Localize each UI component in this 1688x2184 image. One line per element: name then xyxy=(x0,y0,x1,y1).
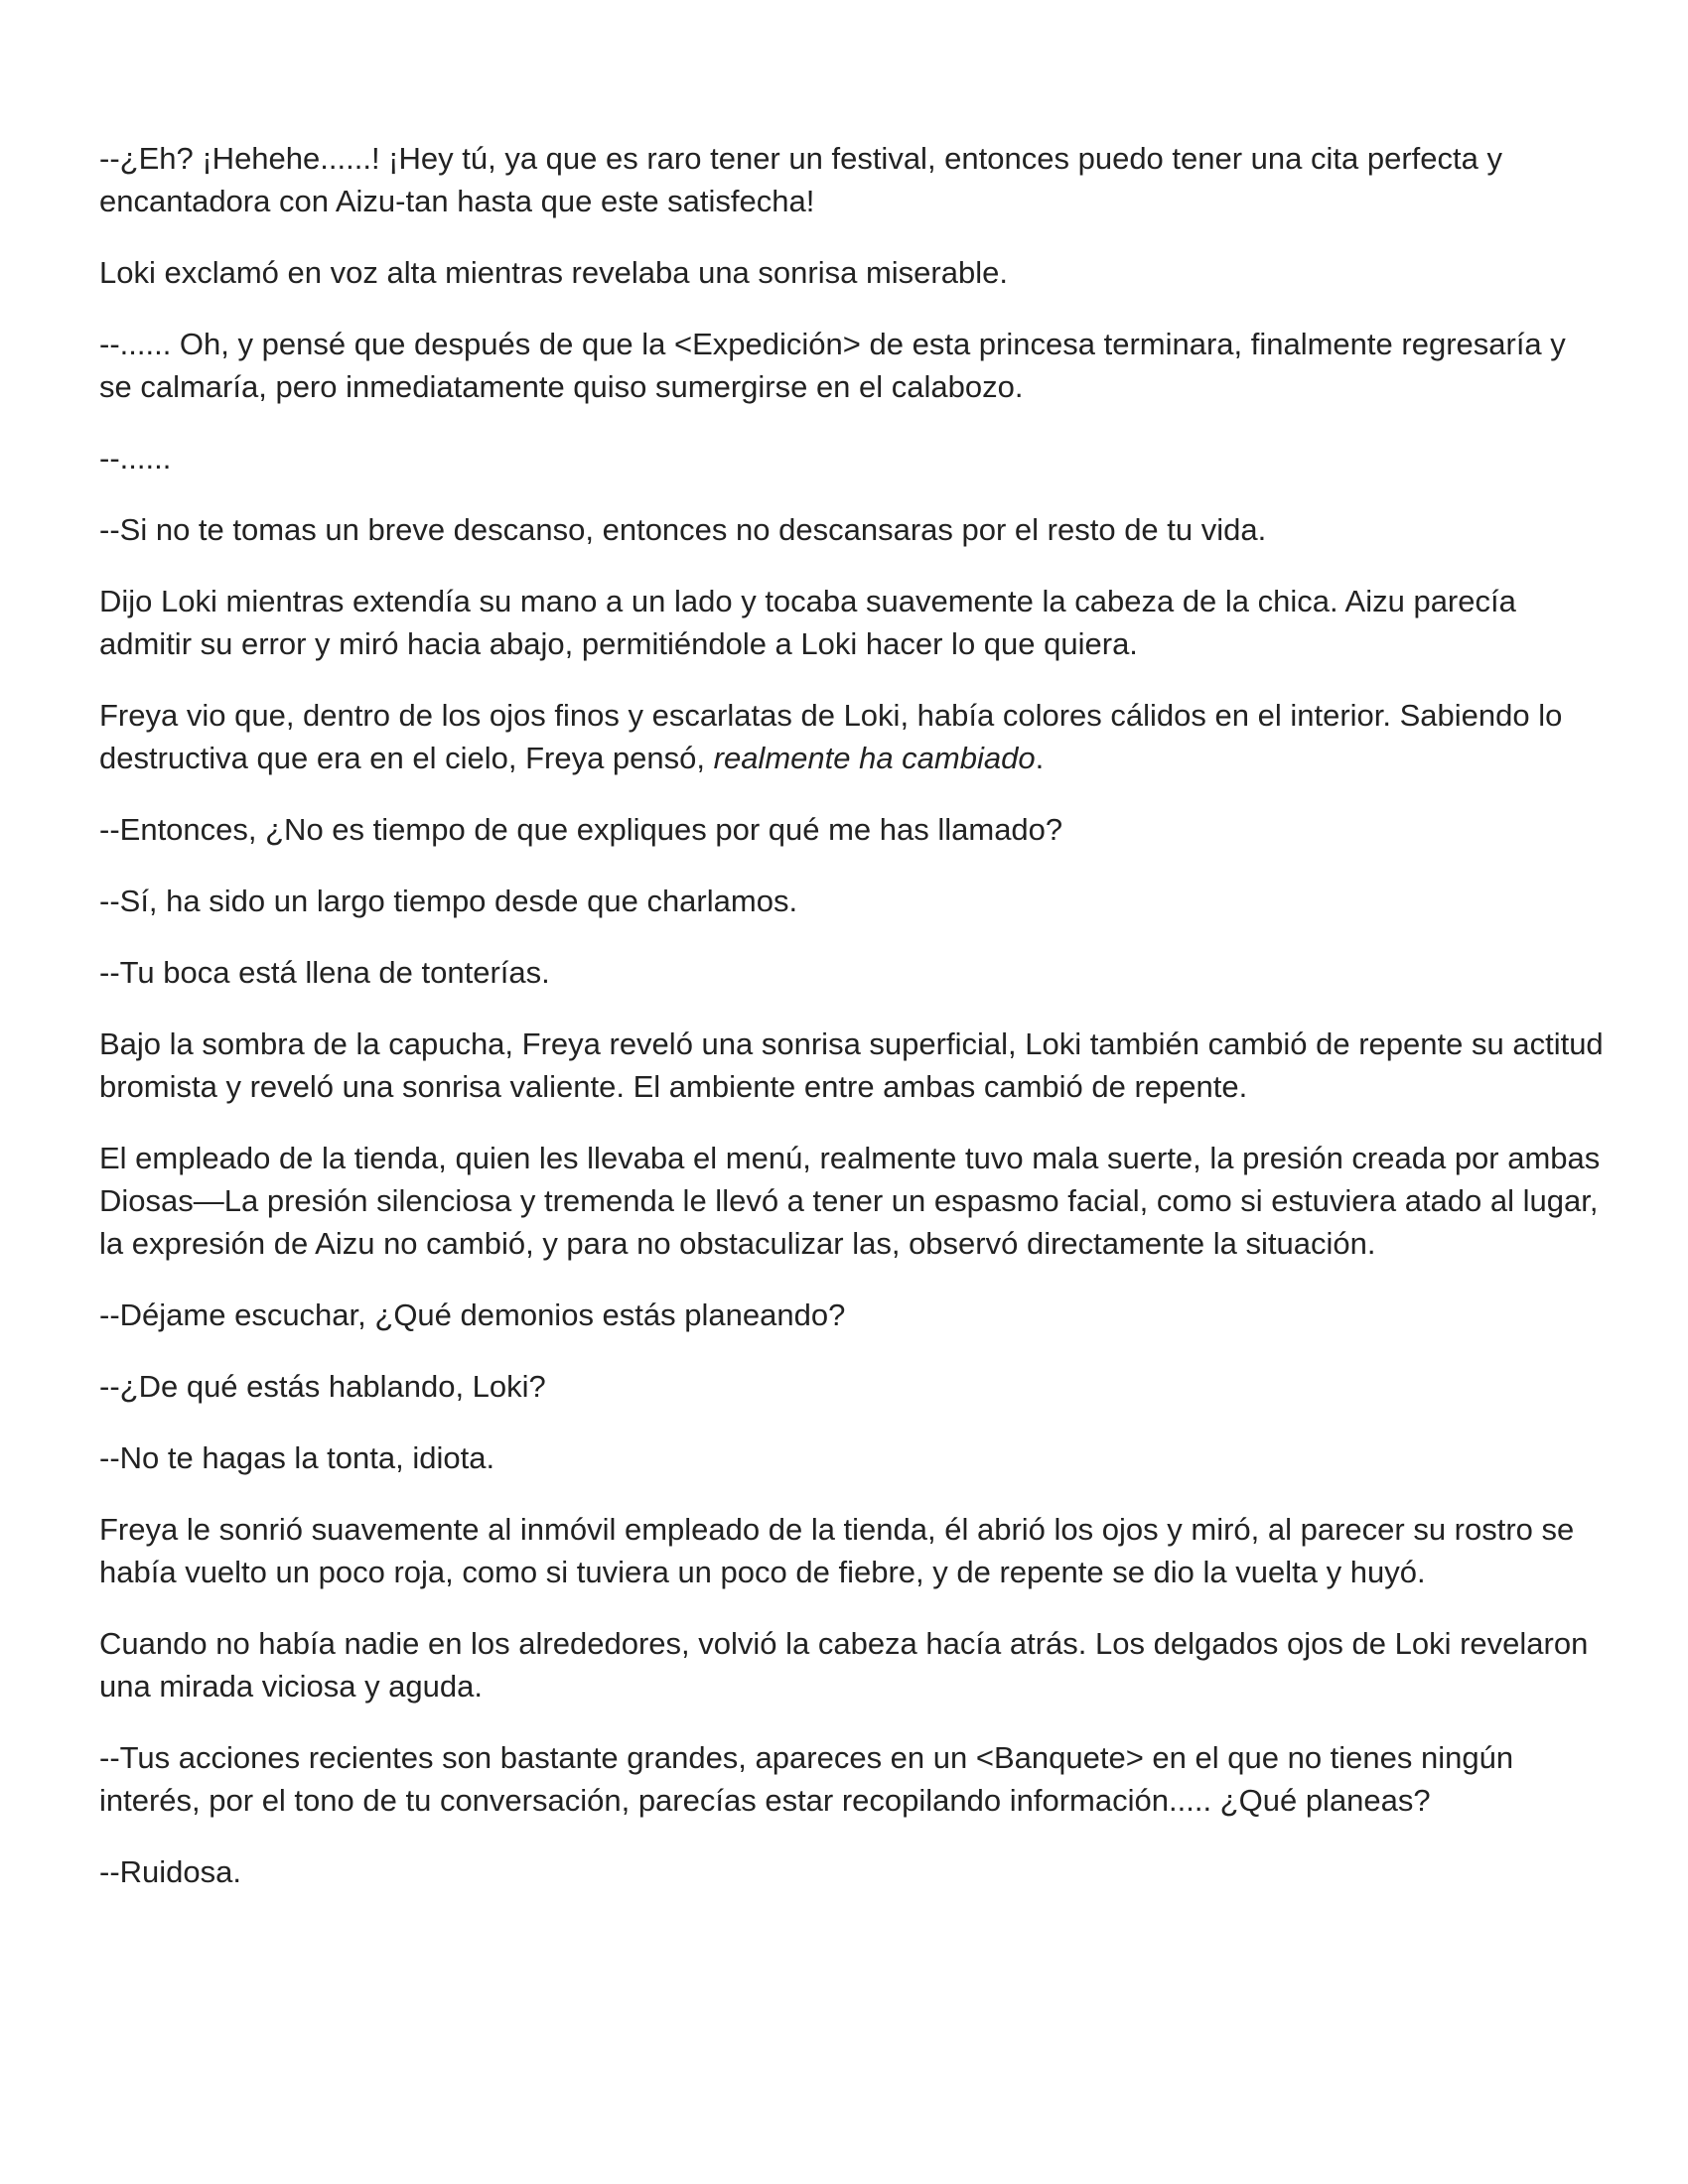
paragraph: --Si no te tomas un breve descanso, entonces no descansaras por el resto de tu vida. xyxy=(99,512,1267,547)
paragraph-text: Freya vio que, dentro de los ojos finos y escarlatas de Loki, había colores cálidos en el interior. Sabiendo lo destructiva que era en el cielo, Freya pensó, xyxy=(99,698,1563,775)
paragraph: Cuando no había nadie en los alrededores, volvió la cabeza hacía atrás. Los delgados ojos de Loki revelaron una mirada viciosa y aguda. xyxy=(99,1626,1589,1704)
paragraph: --¿De qué estás hablando, Loki? xyxy=(99,1369,546,1404)
paragraph: --Sí, ha sido un largo tiempo desde que charlamos. xyxy=(99,884,798,918)
paragraph: --¿Eh? ¡Hehehe......! ¡Hey tú, ya que es raro tener un festival, entonces puedo tener una cita perfecta y encantadora con Aizu-tan hasta que este satisfecha! xyxy=(99,141,1502,218)
paragraph: --Tus acciones recientes son bastante grandes, apareces en un <Banquete> en el que no tienes ningún interés, por el tono de tu conversación, parecías estar recopilando información..... ¿Qué planeas? xyxy=(99,1740,1514,1818)
paragraph: --...... Oh, y pensé que después de que la <Expedición> de esta princesa terminara, finalmente regresaría y se calmaría, pero inmediatamente quiso sumergirse en el calabozo. xyxy=(99,327,1566,404)
paragraph: Dijo Loki mientras extendía su mano a un lado y tocaba suavemente la cabeza de la chica. Aizu parecía admitir su error y miró hacia abajo, permitiéndole a Loki hacer lo que quiera. xyxy=(99,584,1516,661)
paragraph: Bajo la sombra de la capucha, Freya reveló una sonrisa superficial, Loki también cambió de repente su actitud bromista y reveló una sonrisa valiente. El ambiente entre ambas cambió de repente. xyxy=(99,1026,1604,1104)
paragraph-text: . xyxy=(1035,741,1045,775)
italic-phrase: realmente ha cambiado xyxy=(713,741,1036,775)
paragraph xyxy=(99,694,1604,779)
paragraph: El empleado de la tienda, quien les llevaba el menú, realmente tuvo mala suerte, la presión creada por ambas Diosas—La presión silenciosa y tremenda le llevó a tener un espasmo facial, como si estuviera atado al lugar, la expresión de Aizu no cambió, y para no obstaculizar las, observó directamente la situación. xyxy=(99,1141,1601,1261)
body-text xyxy=(99,137,1604,1922)
paragraph: --Tu boca está llena de tonterías. xyxy=(99,955,550,990)
paragraph: --...... xyxy=(99,441,172,476)
paragraph: Loki exclamó en voz alta mientras revelaba una sonrisa miserable. xyxy=(99,255,1008,290)
paragraph: --No te hagas la tonta, idiota. xyxy=(99,1440,495,1475)
paragraph: Freya le sonrió suavemente al inmóvil empleado de la tienda, él abrió los ojos y miró, al parecer su rostro se había vuelto un poco roja, como si tuviera un poco de fiebre, y de repente se dio la vuelta y huyó. xyxy=(99,1512,1575,1589)
paragraph: --Entonces, ¿No es tiempo de que expliques por qué me has llamado? xyxy=(99,812,1063,847)
paragraph: --Ruidosa. xyxy=(99,1854,241,1889)
paragraph: --Déjame escuchar, ¿Qué demonios estás planeando? xyxy=(99,1297,846,1332)
